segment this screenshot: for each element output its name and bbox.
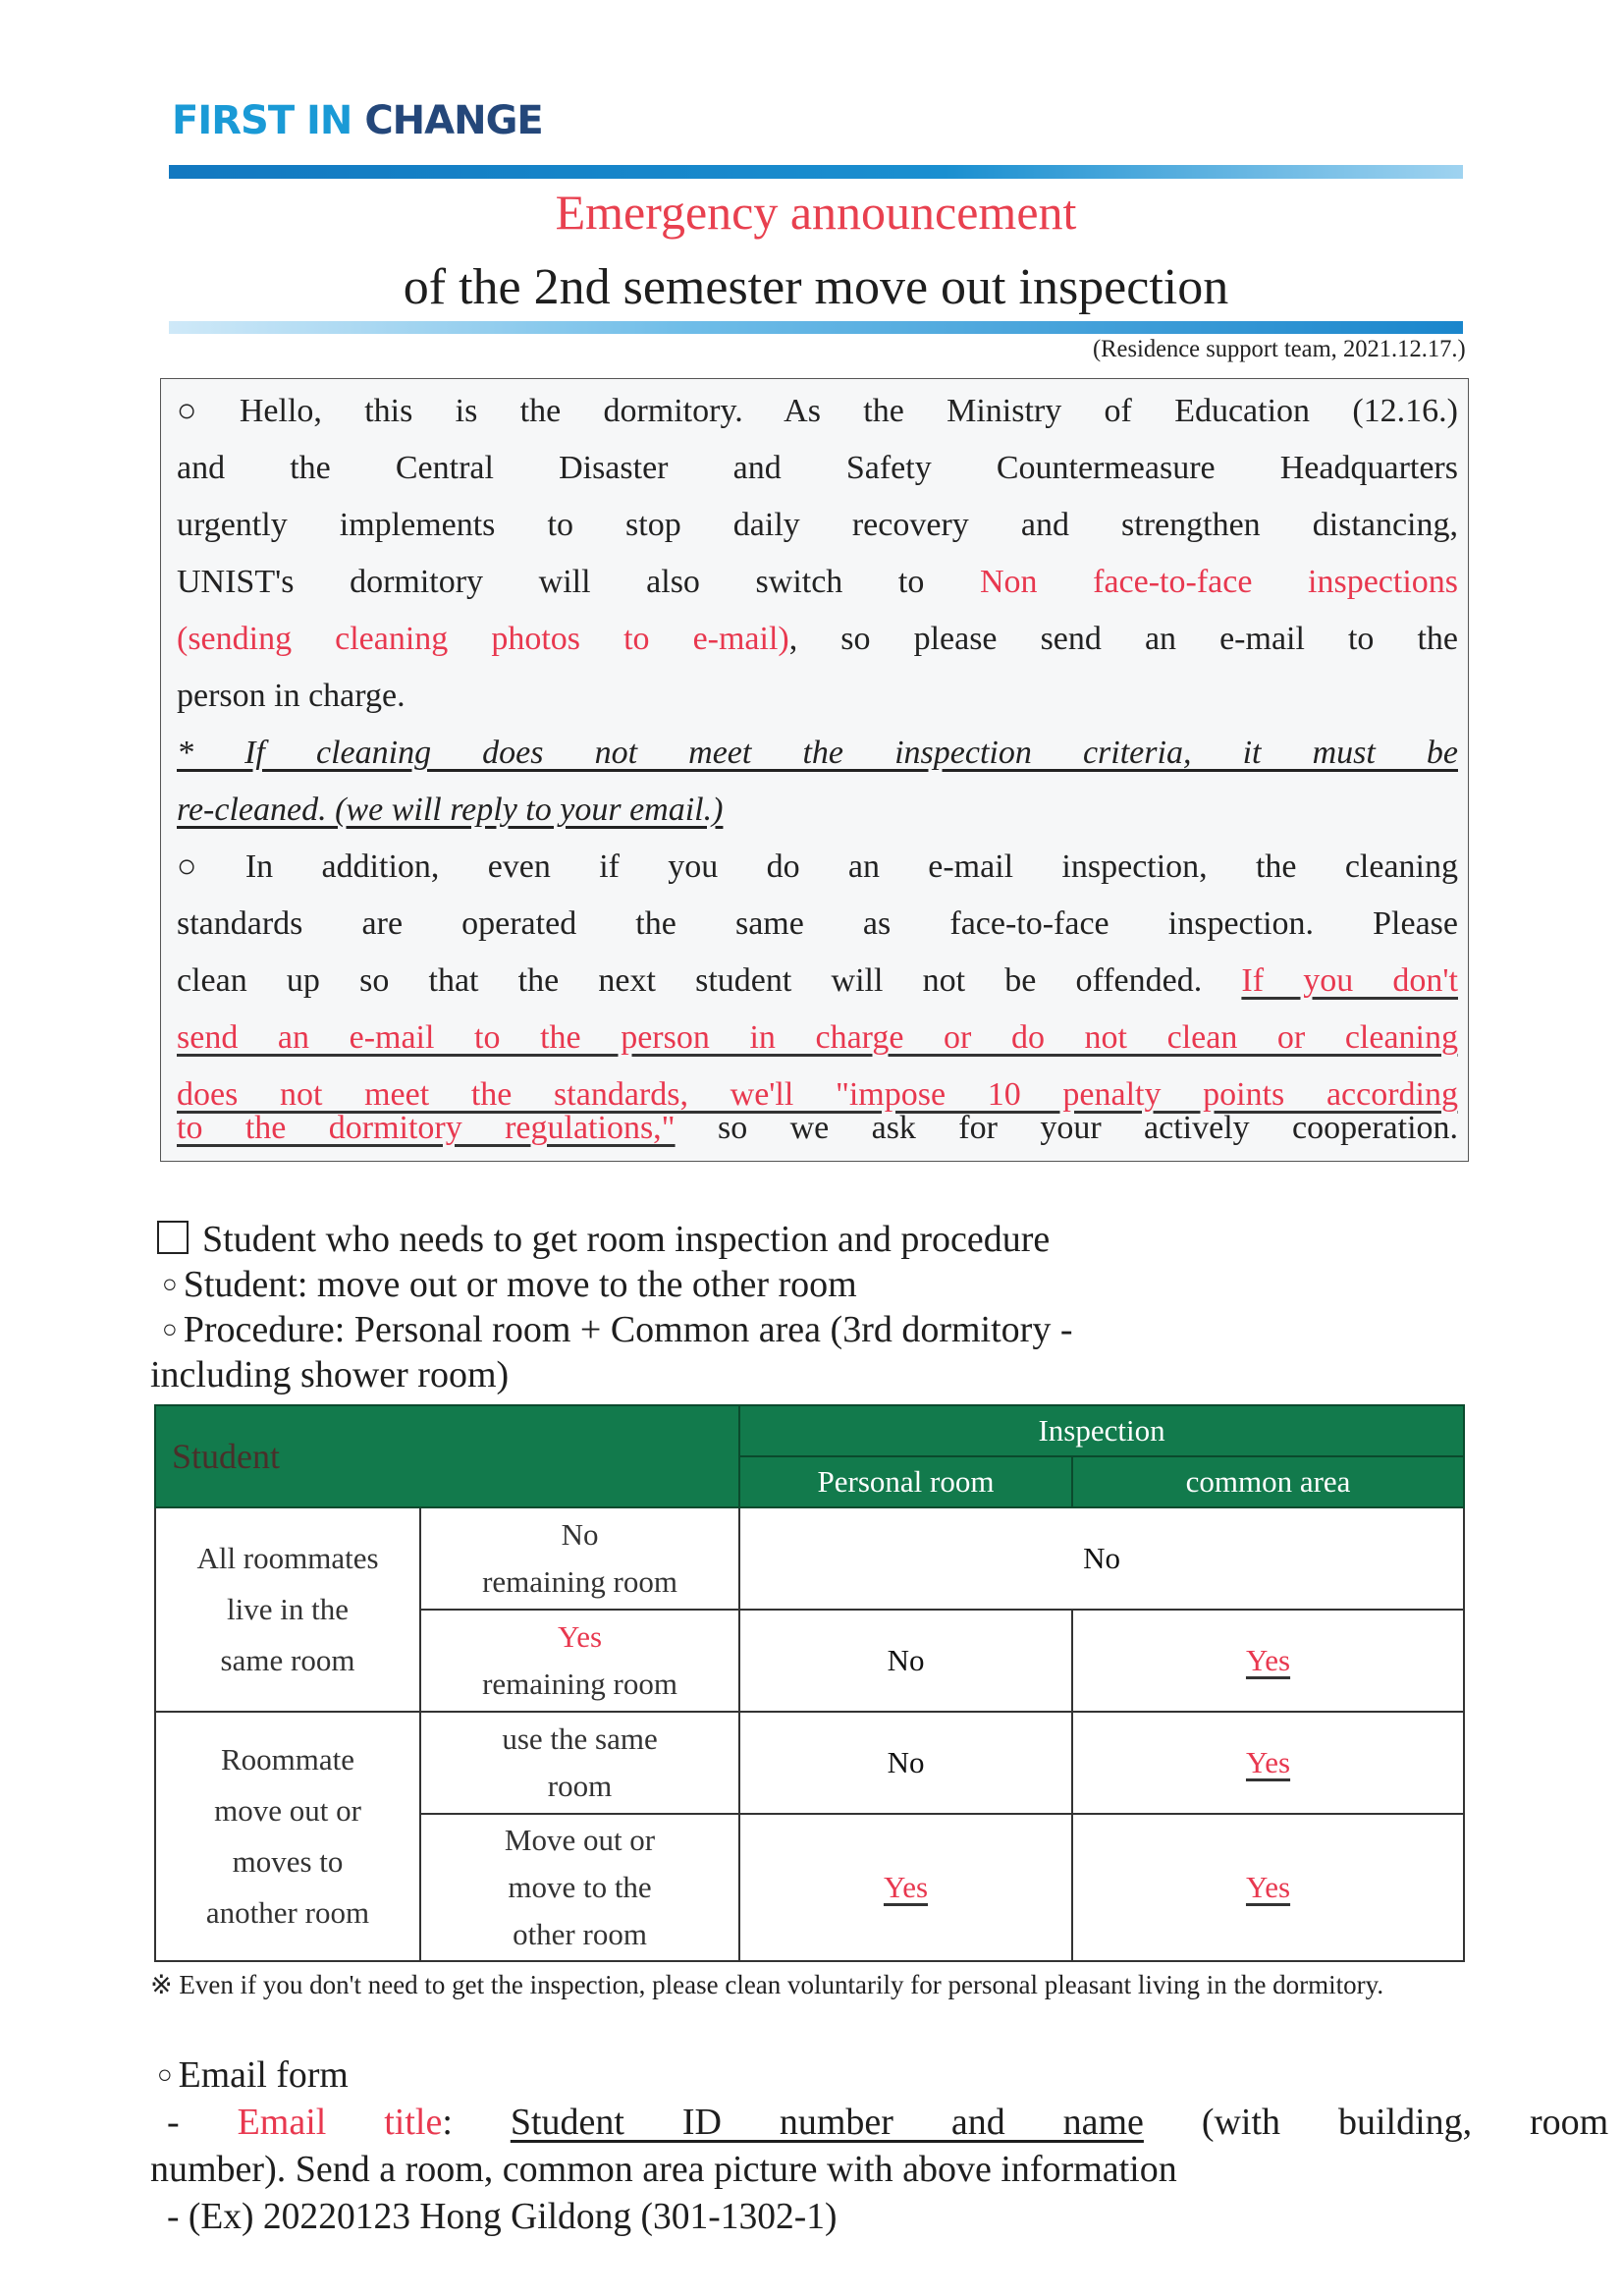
- group-label-line: All roommates: [196, 1541, 379, 1575]
- group-label-line: another room: [205, 1895, 370, 1930]
- notice-text: ○ In addition, even if you do an e-mail inspection, the cleaning: [177, 848, 1458, 885]
- email-title-line: [167, 2100, 1609, 2145]
- status-line: Move out or: [504, 1823, 656, 1857]
- header-inspection: Inspection: [739, 1405, 1464, 1456]
- notice-criteria-note: [177, 725, 1458, 782]
- status-no-remaining: [420, 1507, 739, 1610]
- notice-text: re-cleaned. (we will reply to your email.): [177, 792, 724, 828]
- status-line: move to the: [508, 1870, 652, 1904]
- result-common: [1072, 1610, 1464, 1712]
- notice-text: * If cleaning does not meet the inspection criteria, it must be: [177, 735, 1458, 771]
- dash: -: [167, 2102, 180, 2143]
- notice-line: [177, 668, 1458, 725]
- group-label-line: move out or: [214, 1793, 361, 1828]
- brand-part2: CHANGE: [364, 98, 543, 143]
- bullet-procedure: [162, 1308, 1072, 1351]
- notice-criteria-note: [177, 782, 1458, 839]
- notice-text: clean up so that the next student will not be offended.: [177, 962, 1203, 999]
- notice-fit: [177, 953, 1458, 1010]
- bullet-text: Student: move out or move to the other room: [183, 1264, 857, 1305]
- penalty-warning: send an e-mail to the person in charge or do not clean or cleaning: [177, 1019, 1458, 1056]
- email-title-fit: - Email title: Student ID number and name (with building, room: [167, 2102, 1609, 2143]
- email-title-value: Student ID number and name: [510, 2102, 1144, 2143]
- notice-line: [177, 611, 1458, 668]
- group-label-line: moves to: [232, 1844, 344, 1879]
- group-label-line: Roommate: [220, 1742, 355, 1777]
- result-no: No: [739, 1507, 1464, 1610]
- status-yes-remaining: [420, 1610, 739, 1712]
- status-line: remaining room: [482, 1667, 677, 1701]
- notice-text: person in charge.: [177, 678, 406, 714]
- yes-mark: Yes: [1245, 1870, 1291, 1904]
- notice-line: [177, 953, 1458, 1010]
- email-instructions-text: number). Send a room, common area picture with above information: [150, 2149, 1177, 2190]
- section-heading-text: Student who needs to get room inspection and procedure: [202, 1219, 1051, 1260]
- table-row: [155, 1712, 1464, 1814]
- status-line: Yes: [557, 1619, 603, 1654]
- notice-line: [177, 1100, 1458, 1157]
- notice-line: [177, 383, 1458, 440]
- header-divider-bottom: [169, 321, 1463, 334]
- result-personal: [739, 1814, 1072, 1961]
- bullet-student: [162, 1263, 857, 1306]
- email-form-title: Email form: [178, 2054, 349, 2096]
- notice-fit: [177, 1100, 1458, 1157]
- notice-text: UNIST's dormitory will also switch to: [177, 564, 925, 600]
- notice-line: [177, 554, 1458, 611]
- notice-fit: [177, 611, 1458, 668]
- title-line-1: Emergency announcement: [555, 185, 1077, 240]
- header-personal-room: Personal room: [739, 1456, 1072, 1507]
- header-common-area: common area: [1072, 1456, 1464, 1507]
- section-heading: [157, 1218, 1050, 1261]
- highlight-non-face-to-face: Non face-to-face inspections: [979, 564, 1458, 600]
- header-divider-top: [169, 165, 1463, 179]
- notice-line: [177, 1010, 1458, 1066]
- notice-line: [177, 896, 1458, 953]
- result-personal: No: [739, 1610, 1072, 1712]
- notice-line: [177, 839, 1458, 896]
- status-line: No: [561, 1517, 599, 1552]
- header-student: Student: [155, 1405, 739, 1507]
- group-roommate-move: [155, 1712, 420, 1961]
- yes-mark: Yes: [1245, 1745, 1291, 1779]
- yes-mark: Yes: [1245, 1643, 1291, 1677]
- brand-logo: [172, 98, 543, 143]
- notice-text: standards are operated the same as face-to-face inspection. Please: [177, 905, 1458, 942]
- title-line-2: of the 2nd semester move out inspection: [403, 259, 1229, 315]
- group-label-line: live in the: [227, 1592, 349, 1626]
- table-row: [155, 1507, 1464, 1610]
- circle-bullet-icon: ○: [162, 1270, 178, 1298]
- circle-bullet-icon: ○: [162, 1315, 178, 1343]
- checkbox-icon: [157, 1221, 189, 1254]
- notice-text: , so please send an e-mail to the: [788, 621, 1459, 657]
- notice-text: and the Central Disaster and Safety Countermeasure Headquarters: [177, 450, 1458, 486]
- footnote: ※ Even if you don't need to get the inspection, please clean voluntarily for personal pleasant living in the dormitory.: [150, 1970, 1384, 1999]
- group-all-roommates: [155, 1507, 420, 1712]
- bullet-procedure-cont: including shower room): [150, 1354, 510, 1395]
- status-line: other room: [513, 1917, 647, 1951]
- email-title-rest: (with building, room: [1201, 2102, 1609, 2143]
- result-personal: No: [739, 1712, 1072, 1814]
- group-label-line: same room: [220, 1643, 355, 1677]
- result-common: [1072, 1712, 1464, 1814]
- bullet-text: Procedure: Personal room + Common area (3rd dormitory -: [183, 1309, 1073, 1350]
- notice-text: so we ask for your actively cooperation.: [717, 1110, 1459, 1146]
- email-instructions: [150, 2147, 1466, 2192]
- result-common: [1072, 1814, 1464, 1961]
- penalty-warning: does not meet the standards, we'll "impose 10 penalty points according: [177, 1076, 1458, 1113]
- email-example: - (Ex) 20220123 Hong Gildong (301-1302-1): [167, 2196, 838, 2237]
- status-line: room: [547, 1769, 613, 1803]
- penalty-warning: to the dormitory regulations,": [177, 1110, 676, 1146]
- circle-bullet-icon: ○: [157, 2060, 173, 2089]
- notice-fit: [177, 1010, 1458, 1066]
- status-line: use the same: [502, 1722, 658, 1756]
- yes-mark: Yes: [883, 1870, 929, 1904]
- notice-line: [177, 440, 1458, 497]
- notice-text: urgently implements to stop daily recovery and strengthen distancing,: [177, 507, 1458, 543]
- brand-part1: FIRST IN: [172, 98, 352, 143]
- inspection-table: [154, 1404, 1465, 1962]
- status-same-room: [420, 1712, 739, 1814]
- notice-fit: [177, 554, 1458, 611]
- status-move-out: [420, 1814, 739, 1961]
- status-line: remaining room: [482, 1564, 677, 1599]
- email-title-label: Email title: [237, 2102, 443, 2143]
- email-form-heading: [157, 2052, 1466, 2098]
- byline: (Residence support team, 2021.12.17.): [1093, 336, 1467, 362]
- notice-line: [177, 497, 1458, 554]
- penalty-warning: If you don't: [1241, 962, 1458, 999]
- notice-text: ○ Hello, this is the dormitory. As the Ministry of Education (12.16.): [177, 393, 1458, 429]
- highlight-sending-photos: (sending cleaning photos to e-mail): [177, 621, 789, 657]
